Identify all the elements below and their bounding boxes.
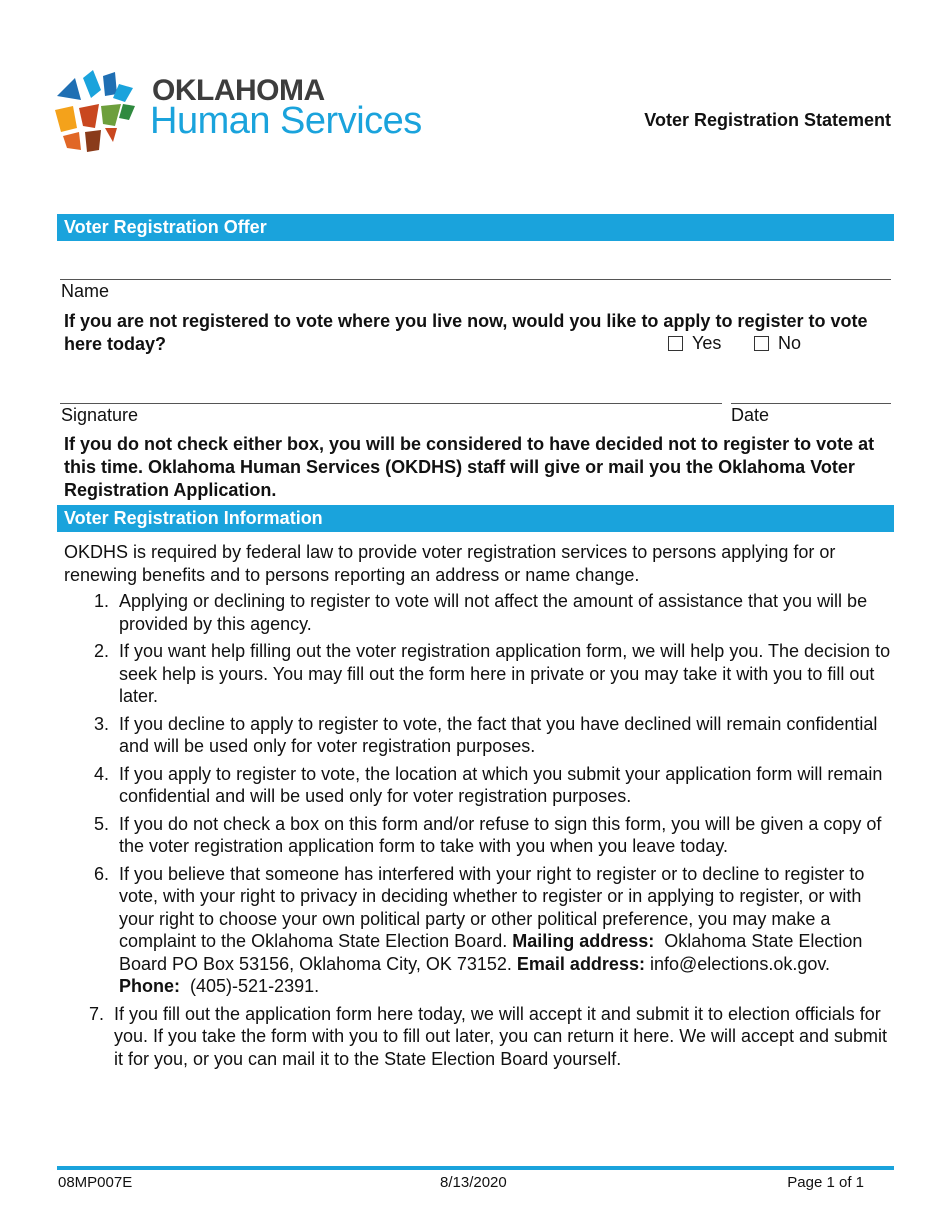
yes-label: Yes (692, 333, 722, 353)
yes-checkbox[interactable] (668, 336, 683, 351)
no-checkbox[interactable] (754, 336, 769, 351)
date-label: Date (731, 405, 770, 425)
info-list (64, 590, 892, 1075)
registration-question: If you are not registered to vote where you live now, would you like to apply to register to vote here today? (64, 311, 868, 354)
form-number: 08MP007E (58, 1174, 133, 1191)
date-field-line[interactable] (731, 403, 891, 404)
logo-wordmark-bottom: Human Services (150, 100, 422, 142)
no-selection-notice: If you do not check either box, you will be considered to have decided not to register to vote at this time. Oklahoma Human Services (OKDHS) staff will give or mail you the Oklahoma Voter Registration Application. (64, 434, 875, 500)
footer-divider (57, 1166, 894, 1170)
list-item: 3. If you decline to apply to register to vote, the fact that you have declined will remain confidential and will be used only for voter registration purposes. (94, 713, 878, 756)
no-label: No (778, 333, 802, 353)
page-number: Page 1 of 1 (787, 1174, 864, 1191)
list-item: 1. Applying or declining to register to vote will not affect the amount of assistance that you will be provided by this agency. (94, 591, 868, 634)
info-intro: OKDHS is required by federal law to provide voter registration services to persons applying for or renewing benefits and to persons reporting an address or name change. (64, 542, 836, 585)
section-header-info: Voter Registration Information (57, 505, 894, 532)
list-item: 7. If you fill out the application form here today, we will accept it and submit it to election officials for you. If you take the form with you to fill out later, you can return it here. We will accept and submit it for you, or you can mail it to the State Election Board yourself. (89, 1003, 888, 1069)
phone-value: (405)-521-2391. (190, 976, 320, 996)
list-item: 2. If you want help filling out the voter registration application form, we will help you. The decision to seek help is yours. You may fill out the form here in private or you may take it with you to fill out later. (94, 641, 891, 706)
name-label: Name (61, 281, 110, 301)
signature-field-line[interactable] (60, 403, 722, 404)
signature-label: Signature (61, 405, 139, 425)
section-header-offer: Voter Registration Offer (57, 214, 894, 241)
phone-label: Phone: (119, 976, 180, 996)
logo-wordmark-top: OKLAHOMA (152, 74, 325, 107)
mailing-address-value: Oklahoma State Election Board PO Box 53156, Oklahoma City, OK 73152. (119, 931, 863, 974)
list-item: 6. If you believe that someone has interfered with your right to register or to decline to register to vote, with your right to privacy in deciding whether to register or in applying to register, or with your right to choose your own political party or other political preference, you may make a complaint to the Oklahoma State Election Board. Mailing address: Oklahoma State Election Board PO Box 53156, Oklahoma City, OK 73152. Email address: info@elections.ok.gov. Phone: (405)-521-2391. (94, 863, 865, 996)
list-item: 4. If you apply to register to vote, the location at which you submit your application form will remain confidential and will be used only for voter registration purposes. (94, 763, 883, 806)
mailing-address-label: Mailing address: (512, 931, 655, 951)
okdhs-logo-icon (55, 70, 147, 156)
email-address-label: Email address: (516, 953, 645, 974)
list-item: 5. If you do not check a box on this form and/or refuse to sign this form, you will be given a copy of the voter registration application form to take with you when you leave today. (94, 813, 882, 856)
name-field-line[interactable] (60, 279, 891, 280)
email-address-value: info@elections.ok.gov. (649, 953, 831, 974)
document-title: Voter Registration Statement (644, 110, 891, 130)
form-date: 8/13/2020 (440, 1174, 507, 1191)
